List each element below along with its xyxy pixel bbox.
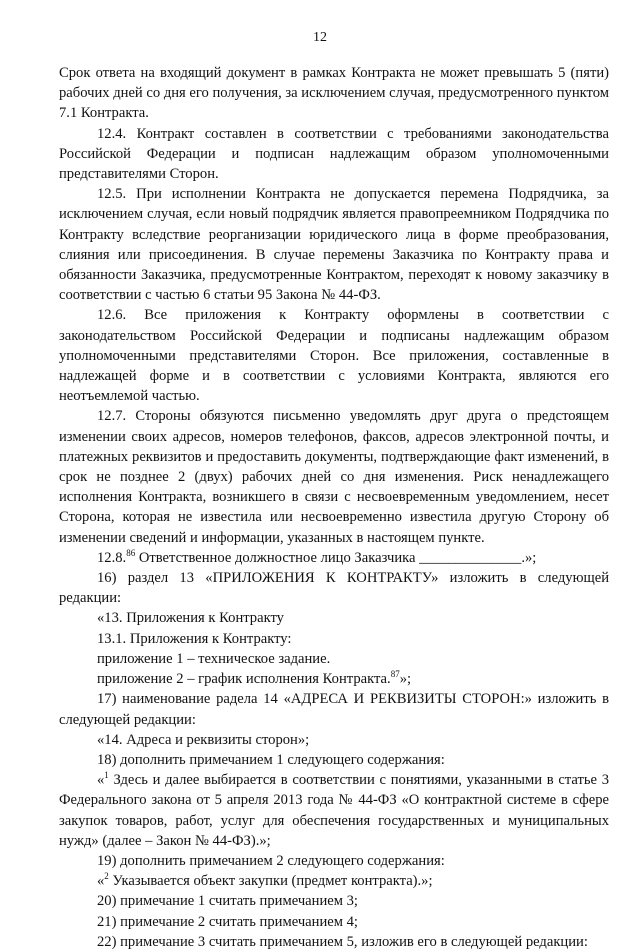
item-17: 17) наименование радела 14 «АДРЕСА И РЕКВИЗИТЫ СТОРОН:» изложить в следующей редакции: [59, 691, 609, 728]
appendix-1: приложение 1 – техническое задание. [97, 650, 331, 667]
footnote-ref: 1 [104, 770, 109, 781]
section-13-heading: «13. Приложения к Контракту [97, 610, 284, 627]
page-number: 12 [313, 30, 327, 45]
footnote-ref: 87 [390, 669, 400, 680]
paragraph-prefix: приложение 2 – график исполнения Контракта. [97, 671, 391, 688]
note-1-text [59, 770, 609, 851]
paragraph-12-4: 12.4. Контракт составлен в соответствии с требованиями законодательства Российской Федерации и подписан надлежащим образом уполномоченными представителями Сторон. [59, 125, 609, 183]
item-18: 18) дополнить примечанием 1 следующего содержания: [97, 751, 445, 768]
appendix-2 [59, 669, 609, 689]
paragraph-text: Здесь и далее выбирается в соответствии с понятиями, указанными в статье 3 Федерального закона от 5 апреля 2013 года № 44-ФЗ «О контрактной системе в сфере закупок товаров, работ, услуг для обеспечения государственных и муниципальных нужд» (далее – Закон № 44-ФЗ).»; [59, 772, 609, 849]
footnote-ref: 2 [104, 871, 109, 882]
paragraph-prefix: 12.8. [97, 549, 127, 566]
item-21: 21) примечание 2 считать примечанием 4; [97, 913, 358, 930]
item-22: 22) примечание 3 считать примечанием 5, изложив его в следующей редакции: [97, 933, 588, 950]
paragraph-13-1: 13.1. Приложения к Контракту: [97, 630, 292, 647]
paragraph-12-5: 12.5. При исполнении Контракта не допускается перемена Подрядчика, за исключением случая, если новый подрядчик является правопреемником Подрядчика по Контракту вследствие реорганизации юридического лица в форме преобразования, слияния или присоединения. В случае перемены Заказчика по Контракту права и обязанности Заказчика, предусмотренные Контрактом, переходят к новому заказчику в соответствии с частью 6 статьи 95 Закона № 44-ФЗ. [59, 186, 609, 304]
paragraph-12-7: 12.7. Стороны обязуются письменно уведомлять друг друга о предстоящем изменении своих адресов, номеров телефонов, факсов, адресов электронной почты, и платежных реквизитов и предоставить документы, подтверждающие факт изменений, в срок не позднее 2 (двух) рабочих дней со дня изменения. Риск ненадлежащего исполнения Контракта, возникшего в связи с несвоевременным уведомлением, несет Сторона, которая не известила или несвоевременно известила другую Сторону об изменении сведений и информации, указанных в настоящем пункте. [59, 408, 609, 546]
paragraph-text: Указывается объект закупки (предмет контракта).»; [108, 873, 433, 890]
item-20: 20) примечание 1 считать примечанием 3; [97, 893, 358, 910]
paragraph-continuation: Срок ответа на входящий документ в рамках Контракта не может превышать 5 (пяти) рабочих дней со дня его получения, за исключением случая, предусмотренного пунктом 7.1 Контракта. [59, 65, 609, 122]
item-19: 19) дополнить примечанием 2 следующего содержания: [97, 852, 445, 869]
paragraph-12-6: 12.6. Все приложения к Контракту оформлены в соответствии с законодательством Российской Федерации и подписаны надлежащим образом уполномоченными представителями Сторон. Все приложения, составленные в надлежащей форме и в соответствии с условиями Контракта, являются его неотъемлемой частью. [59, 307, 609, 405]
paragraph-text: »; [399, 671, 412, 688]
footnote-ref: 86 [126, 548, 136, 559]
paragraph-text: Ответственное должностное лицо Заказчика ______________.»; [135, 549, 537, 566]
paragraph-12-8 [59, 548, 609, 568]
document-body [59, 63, 609, 952]
section-14-heading: «14. Адреса и реквизиты сторон»; [97, 731, 310, 748]
paragraph-prefix: « [97, 772, 105, 789]
note-2-text [59, 871, 609, 891]
paragraph-prefix: « [97, 873, 105, 890]
item-16: 16) раздел 13 «ПРИЛОЖЕНИЯ К КОНТРАКТУ» изложить в следующей редакции: [59, 570, 609, 607]
